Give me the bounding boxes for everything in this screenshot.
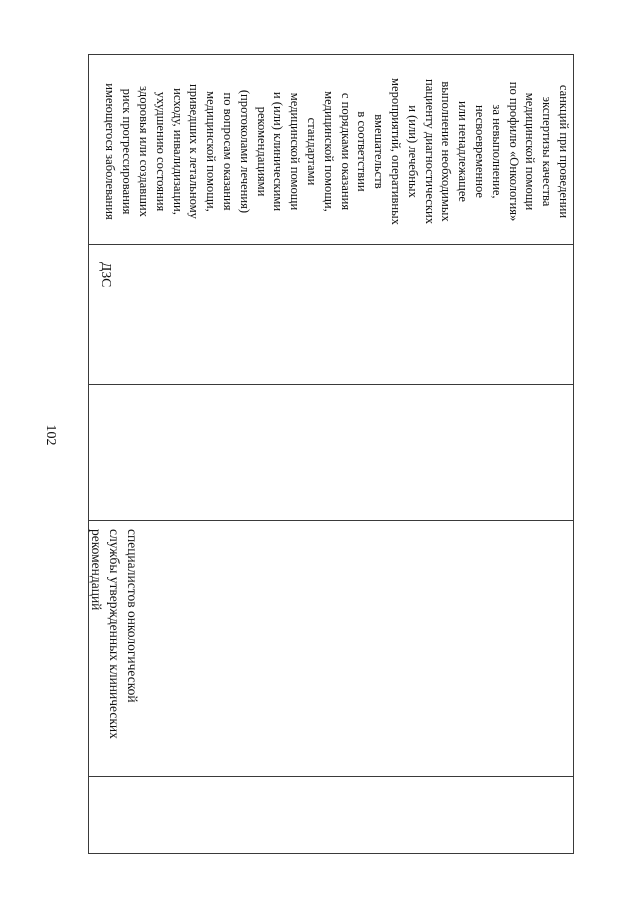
description-line: рекомендациями <box>254 106 269 197</box>
description-line: риск прогрессирования <box>120 88 135 215</box>
description-line: (протоколами лечения) <box>237 89 252 214</box>
table-divider <box>88 384 574 385</box>
table-divider <box>88 776 574 777</box>
requirement-line: службы утвержденных клинических <box>107 529 122 739</box>
description-line: санкций при проведении <box>557 84 571 219</box>
description-line: и (или) лечебных <box>405 105 420 198</box>
description-line: здоровья или создавших <box>137 86 152 217</box>
description-line: медицинской помощи <box>288 92 303 211</box>
description-line: медицинской помощи, <box>321 91 336 212</box>
description-line: мероприятий, оперативных <box>389 78 404 225</box>
description-line: медицинской помощи <box>523 92 538 211</box>
table-cell-organization: ДЗС <box>99 262 114 288</box>
description-line: имеющегося заболевания <box>103 83 118 220</box>
page-number: 102 <box>43 424 58 446</box>
description-line: за невыполнение, <box>489 104 504 199</box>
description-line: с порядками оказания <box>338 92 353 211</box>
description-line: вмешательств <box>372 114 387 189</box>
description-line: в соответствии <box>355 111 370 192</box>
requirement-line: рекомендаций <box>89 529 104 611</box>
description-line: пациенту диагностических <box>422 79 437 224</box>
description-line: несвоевременное <box>473 104 488 199</box>
table-cell-requirement <box>87 529 141 779</box>
table-divider <box>88 520 574 521</box>
description-line: стандартами <box>305 117 320 186</box>
description-line: экспертизы качества <box>540 96 555 207</box>
description-line: исходу, инвалидизации, <box>170 88 185 215</box>
table-cell-description <box>90 58 572 245</box>
description-line: медицинской помощи, <box>204 91 219 212</box>
description-line: приведших к летальному <box>187 84 202 219</box>
description-line: по вопросам оказания <box>221 92 236 211</box>
description-line: выполнение необходимых <box>439 81 454 222</box>
description-line: и (или) клиническими <box>271 91 286 212</box>
description-line: или ненадлежащее <box>456 100 471 203</box>
requirement-line: специалистов онкологической <box>125 529 140 703</box>
description-line: по профилю «Онкология» <box>506 81 521 222</box>
description-line: ухудшению состояния <box>153 91 168 212</box>
